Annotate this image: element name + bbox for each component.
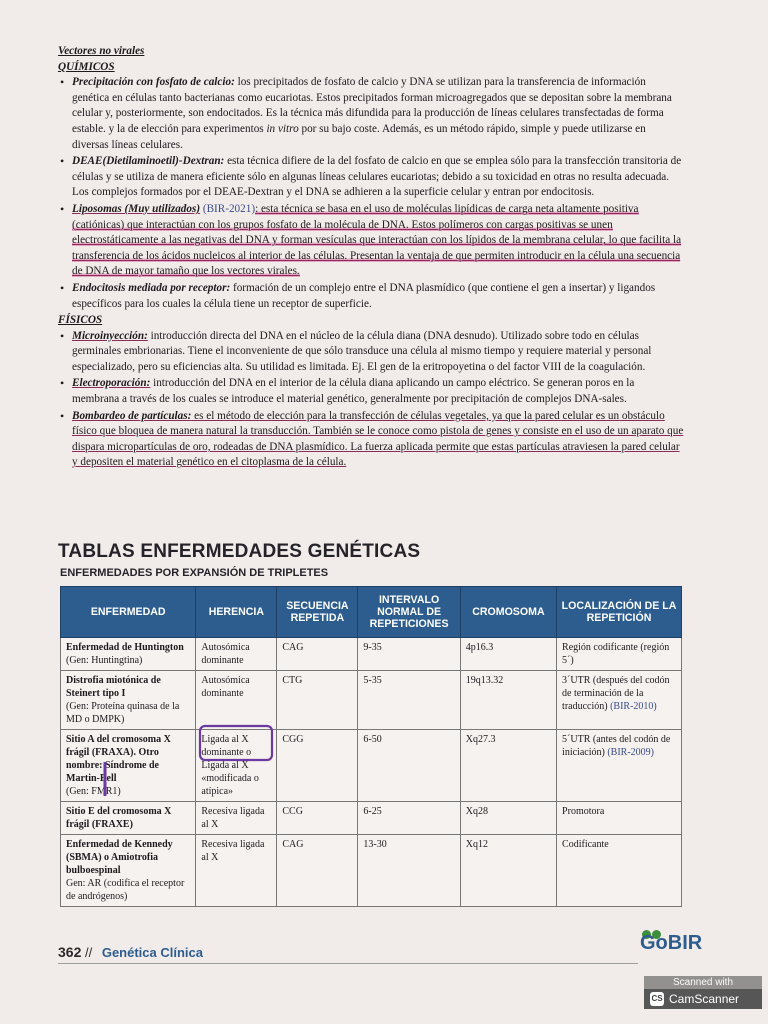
cell-localizacion	[557, 730, 682, 802]
list-item	[72, 202, 684, 280]
heading-quimicos: QUÍMICOS	[58, 60, 115, 73]
cell-herencia: Autosómica dominante	[196, 638, 277, 671]
gobir-logo	[640, 922, 703, 962]
logo-text: GoBIR	[640, 932, 703, 954]
cell-secuencia: CCG	[277, 802, 358, 835]
location-text: 5´UTR (antes del codón de iniciación)	[562, 734, 671, 758]
cell-cromosoma: 4p16.3	[460, 638, 556, 671]
cell-secuencia: CAG	[277, 835, 358, 907]
page-footer	[58, 944, 203, 960]
header-secuencia: SECUENCIA REPETIDA	[277, 587, 358, 638]
list-item	[72, 329, 684, 376]
location-text: 3´UTR (después del codón de terminación de la traducción)	[562, 675, 670, 712]
disease-name: Enfermedad de Huntington	[66, 642, 184, 653]
cell-intervalo: 6-25	[358, 802, 460, 835]
paragraph-text: esta técnica difiere de la del fosfato de calcio en que se emplea sólo para la transfección transitoria de células y se utiliza de manera eficiente sólo en algunas líneas celulares eucariotas; debido a su toxicidad en otras no resulta adecuada. Los complejos formados por el DEAE-Dextran y el DNA se adhieren a la superficie celular y entran por endocitosis.	[72, 155, 682, 199]
cell-intervalo: 9-35	[358, 638, 460, 671]
cell-localizacion	[557, 802, 682, 835]
fisicos-list	[58, 329, 684, 471]
term-bombardeo: Bombardeo de partículas:	[72, 409, 192, 422]
bir-tag: (BIR-2009)	[607, 747, 654, 758]
table-row	[61, 802, 682, 835]
cell-secuencia: CAG	[277, 638, 358, 671]
paragraph-text: introducción del DNA en el interior de la célula diana aplicando un campo eléctrico. Se generan poros en la membrana a través de los cuales se introduce el material genético, generalmente por precipitación de complejos DNA-sales.	[72, 377, 635, 406]
location-text: Promotora	[562, 806, 605, 817]
table-header-row	[61, 587, 682, 638]
body-text	[58, 44, 684, 472]
list-item	[72, 376, 684, 407]
cell-localizacion	[557, 638, 682, 671]
disease-name: Distrofia miotónica de Steinert tipo I	[66, 675, 161, 699]
cell-secuencia: CGG	[277, 730, 358, 802]
gene-note: (Gen: FMR1)	[66, 786, 121, 797]
term-deae-dextran: DEAE(Dietilaminoetil)-Dextran:	[72, 155, 225, 168]
section-title: TABLAS ENFERMEDADES GENÉTICAS	[58, 541, 421, 562]
cell-cromosoma: Xq28	[460, 802, 556, 835]
paragraph-text: : esta técnica se basa en el uso de moléculas lipídicas de carga neta altamente positiva (catiónicas) que interactúan con los grupos fosfato de la molécula de DNA. Estos polímeros con cargas positivas se unen electrostáticamente a las negativas del DNA y forman vesículas que interactúan con los lípidos de la membrana celular, lo que facilita la transferencia de los ácidos nucleicos al interior de las células. Presentan la ventaja de que permiten introducir en la célula una secuencia de DNA de mayor tamaño que los vectores virales.	[72, 202, 682, 278]
term-endocitosis: Endocitosis mediada por receptor:	[72, 281, 231, 294]
cell-intervalo: 6-50	[358, 730, 460, 802]
gene-note: (Gen: Huntingtina)	[66, 655, 143, 666]
list-item	[72, 154, 684, 201]
table-row	[61, 671, 682, 730]
cell-herencia: Recesiva ligada al X	[196, 802, 277, 835]
cell-cromosoma: Xq12	[460, 835, 556, 907]
cell-herencia: Recesiva ligada al X	[196, 835, 277, 907]
cell-enfermedad	[61, 802, 196, 835]
cell-enfermedad	[61, 835, 196, 907]
purple-pen-stroke	[101, 760, 109, 800]
quimicos-list	[58, 75, 684, 312]
disease-name: Enfermedad de Kennedy (SBMA) o Amiotrofia bulboespinal	[66, 839, 173, 876]
list-item	[72, 75, 684, 153]
cell-herencia: Autosómica dominante	[196, 671, 277, 730]
watermark-top-text: Scanned with	[644, 976, 762, 989]
cell-cromosoma: Xq27.3	[460, 730, 556, 802]
footer-separator: //	[84, 945, 93, 960]
camscanner-watermark	[644, 976, 762, 1016]
term-electroporacion: Electroporación:	[72, 377, 151, 390]
section-subtitle: ENFERMEDADES POR EXPANSIÓN DE TRIPLETES	[60, 567, 329, 579]
cell-enfermedad	[61, 638, 196, 671]
term-fosfato-calcio: Precipitación con fosfato de calcio:	[72, 76, 235, 89]
list-item	[72, 409, 684, 471]
disease-name: Sitio A del cromosoma X frágil (FRAXA). Otro nombre: Síndrome de Martin-Bell	[66, 734, 171, 784]
watermark-brand	[644, 989, 762, 1009]
table-row	[61, 638, 682, 671]
header-enfermedad: ENFERMEDAD	[61, 587, 196, 638]
header-localizacion: LOCALIZACIÓN DE LA REPETICIÓN	[557, 587, 682, 638]
italic-text: in vitro	[266, 122, 299, 135]
purple-pen-box	[198, 724, 274, 764]
table-row	[61, 835, 682, 907]
cell-intervalo: 5-35	[358, 671, 460, 730]
footer-divider	[58, 963, 638, 964]
gene-note: (Gen: Proteína quinasa de la MD o DMPK)	[66, 701, 180, 725]
paragraph-text: formación de un complejo entre el DNA plasmídico (que contiene el gen a insertar) y ligandos específicos para los cuales la célula tiene un receptor de superficie.	[72, 281, 656, 310]
gene-note: Gen: AR (codifica el receptor de andrógenos)	[66, 878, 185, 902]
cell-enfermedad	[61, 730, 196, 802]
camscanner-icon: CS	[650, 992, 664, 1006]
term-liposomas: Liposomas (Muy utilizados)	[72, 202, 201, 215]
watermark-brand-text: CamScanner	[669, 992, 740, 1006]
location-text: Región codificante (región 5´)	[562, 642, 670, 666]
paragraph-text: introducción directa del DNA en el núcleo de la célula diana (DNA desnudo). Utilizado sobre todo en células germinales embrionarias. Tiene el inconveniente de que sólo transduce una célula al mismo tiempo y requiere material y personal especializado, pero su eficiencias alta. Su utilidad es limitada. Ej. El gen de la eritropoyetina o del factor VIII de la coagulación.	[72, 329, 652, 373]
paragraph-text: por su bajo coste. Además, es un método rápido, simple y puede utilizarse en diversas líneas celulares.	[72, 122, 646, 151]
heading-fisicos: FÍSICOS	[58, 314, 103, 327]
page-number: 362	[58, 944, 82, 960]
bir-tag: (BIR-2010)	[610, 701, 657, 712]
header-cromosoma: CROMOSOMA	[460, 587, 556, 638]
cell-intervalo: 13-30	[358, 835, 460, 907]
paragraph-text: es el método de elección para la transfección de células vegetales, ya que la pared celular es un obstáculo físico que bloquea de manera natural la transducción. También se le conoce como pistola de genes y consiste en el uso de un aparato que dispara micropartículas de oro, rodeadas de DNA plasmídico. La fuerza aplicada permite que estas partículas atraviesen la pared celular y depositen el material genético en el citoplasma de la célula.	[72, 409, 684, 469]
list-item	[72, 281, 684, 312]
header-herencia: HERENCIA	[196, 587, 277, 638]
paragraph-text: los precipitados de fosfato de calcio y DNA se utilizan para la transferencia de información genética en células tanto bacterianas como eucariotas. Estos precipitados forman microagregados que se depositan sobre la membrana celular y, posteriormente, son endocitados. Es la técnica más difundida para la producción de líneas celulares transfectadas de forma estable. y la de elección para experimentos	[72, 76, 672, 135]
heading-vectores-no-virales: Vectores no virales	[58, 45, 145, 57]
cell-localizacion	[557, 835, 682, 907]
disease-name: Sitio E del cromosoma X frágil (FRAXE)	[66, 806, 172, 830]
cell-localizacion	[557, 671, 682, 730]
term-microinyeccion: Microinyección:	[72, 329, 148, 342]
cell-herencia: Ligada al X dominante o Ligada al X «modificada o atípica»	[196, 730, 277, 802]
location-text: Codificante	[562, 839, 609, 850]
cell-cromosoma: 19q13.32	[460, 671, 556, 730]
cell-enfermedad	[61, 671, 196, 730]
cell-secuencia: CTG	[277, 671, 358, 730]
triplet-diseases-table	[60, 586, 682, 907]
bir-tag: (BIR-2021)	[200, 202, 256, 215]
book-title: Genética Clínica	[101, 945, 203, 960]
header-intervalo: INTERVALO NORMAL DE REPETICIONES	[358, 587, 460, 638]
table-row	[61, 730, 682, 802]
